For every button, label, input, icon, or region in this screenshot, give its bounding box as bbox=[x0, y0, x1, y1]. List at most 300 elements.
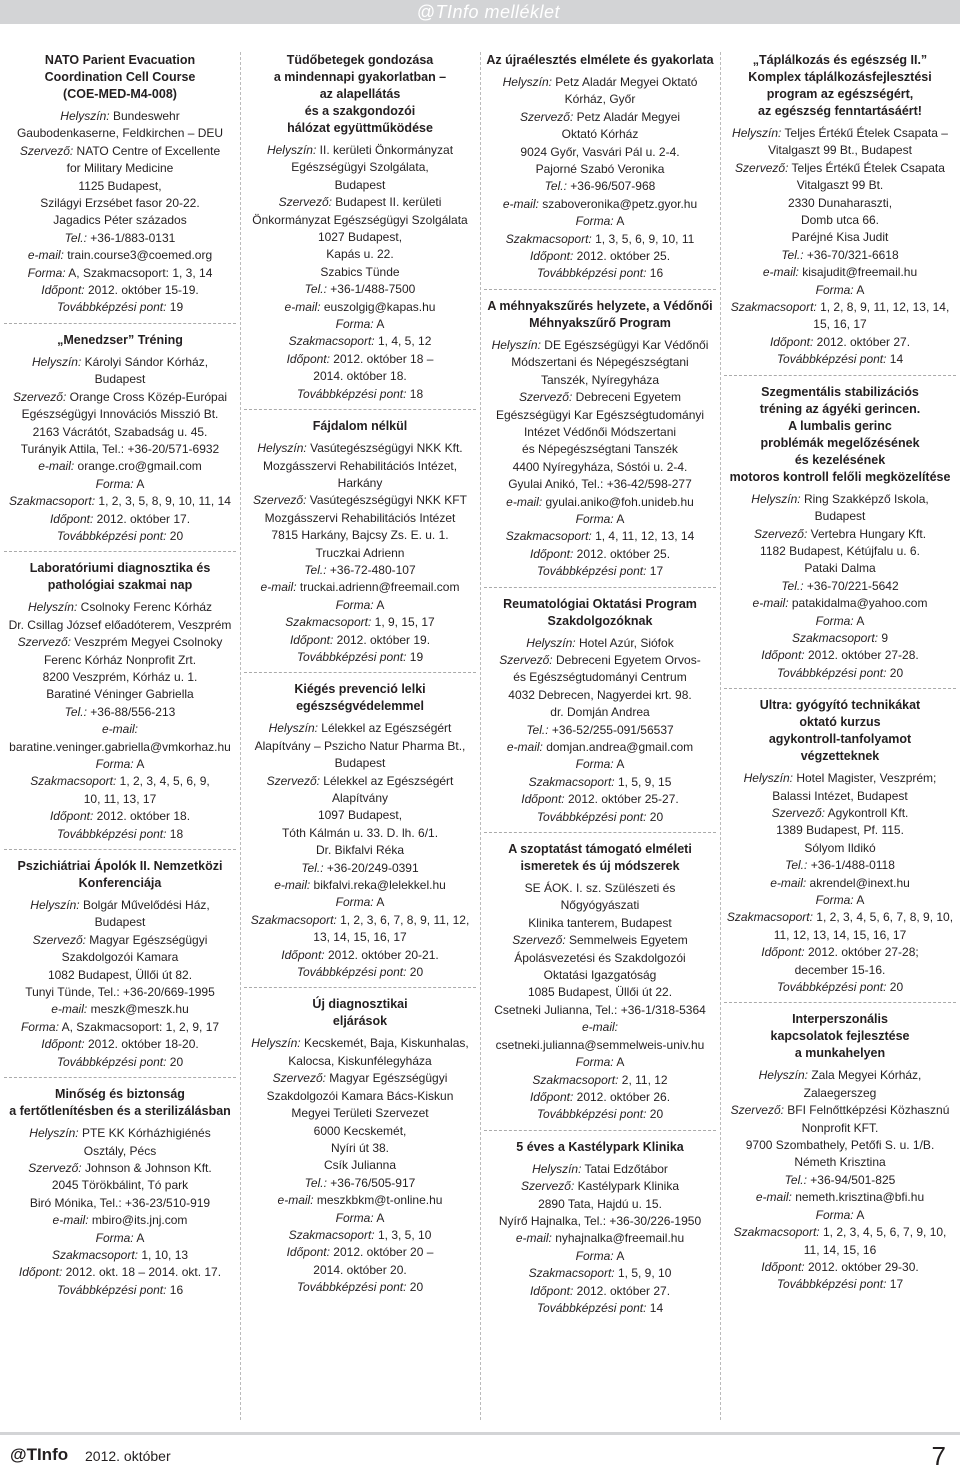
detail-value: 2012. október 25-27. bbox=[564, 792, 679, 807]
detail-value: SE ÁOK. I. sz. Szülészeti és Nőgyógyászati Klinika tanterem, Budapest bbox=[524, 881, 676, 930]
program-detail-line bbox=[724, 1189, 956, 1206]
detail-value: domjan.andrea@gmail.com bbox=[542, 740, 694, 754]
detail-value: Johnson & Johnson Kft. 2045 Törökbálint, Tó park Biró Mónika, Tel.: +36-23/510-919 bbox=[29, 1160, 212, 1210]
program-title: A szoptatást támogató elméleti ismeretek és új módszerek bbox=[508, 842, 692, 874]
detail-value: Lélekkel az Egészségért Alapítvány – Pszicho Natur Pharma Bt., Budapest bbox=[254, 721, 466, 771]
program-detail-line bbox=[484, 178, 716, 195]
program-title: Reumatológiai Oktatási Program Szakdolgozóknak bbox=[503, 596, 697, 628]
detail-label: Szervező: bbox=[266, 773, 320, 788]
program-detail-line bbox=[484, 494, 716, 511]
program-detail-line bbox=[4, 528, 236, 545]
footer-date: 2012. október bbox=[85, 1448, 171, 1464]
column-divider bbox=[720, 52, 721, 1420]
program-title: Tüdőbetegek gondozása a mindennapi gyakorlatban – az alapellátás és a szakgondozói hálózat együttműködése bbox=[273, 53, 447, 135]
program-entry bbox=[244, 987, 476, 1296]
detail-label: Szakmacsoport: bbox=[505, 231, 592, 246]
detail-label: e-mail: bbox=[506, 740, 543, 754]
detail-value: +36-70/321-6618 bbox=[803, 247, 899, 262]
program-detail-line bbox=[724, 351, 956, 368]
detail-label: Forma: bbox=[575, 1248, 614, 1263]
detail-value: 19 bbox=[406, 649, 424, 664]
detail-label: Helyszín: bbox=[30, 898, 80, 913]
program-detail-line bbox=[484, 1019, 716, 1054]
detail-value: 1, 3, 5, 10 bbox=[374, 1227, 432, 1242]
detail-label: Szervező: bbox=[499, 652, 553, 667]
detail-value: PTE KK Kórházhigiénés Osztály, Pécs bbox=[81, 1126, 211, 1158]
program-title: Fájdalom nélkül bbox=[312, 419, 408, 434]
detail-value: Budapest II. kerületi Önkormányzat Egészségügyi Szolgálata 1027 Budapest, Kapás u. 22. Szabics Tünde bbox=[252, 195, 468, 279]
detail-value: 17 bbox=[646, 564, 664, 579]
detail-value: 2012. október 20-21. bbox=[324, 947, 439, 962]
detail-value: Hotel Azúr, Siófok bbox=[575, 635, 674, 650]
detail-label: Szervező: bbox=[512, 933, 566, 948]
detail-label: Helyszín: bbox=[743, 771, 793, 786]
detail-label: Szakmacsoport: bbox=[288, 1227, 375, 1242]
detail-value: A, Szakmacsoport: 1, 3, 14 bbox=[65, 265, 213, 280]
program-detail-line bbox=[484, 337, 716, 389]
program-detail-line bbox=[724, 334, 956, 351]
page-number: 7 bbox=[931, 1441, 946, 1471]
program-title: A méhnyakszűrés helyzete, a Védőnői Méhnyakszűrő Program bbox=[487, 298, 713, 330]
detail-label: Szervező: bbox=[520, 1179, 575, 1194]
detail-value: 2012. október 19. bbox=[333, 632, 431, 647]
program-title: 5 éves a Kastélypark Klinika bbox=[516, 1139, 684, 1154]
detail-label: Tel.: bbox=[304, 1175, 327, 1190]
detail-label: e-mail: bbox=[101, 722, 138, 737]
detail-label: Időpont: bbox=[529, 546, 574, 561]
program-detail-line bbox=[244, 1175, 476, 1192]
detail-label: Időpont: bbox=[286, 1245, 330, 1260]
program-detail-line bbox=[4, 389, 236, 459]
detail-value: A bbox=[133, 476, 145, 491]
program-detail-line bbox=[484, 1265, 716, 1282]
program-detail-line bbox=[724, 805, 956, 857]
detail-label: e-mail: bbox=[770, 875, 807, 890]
program-detail-line bbox=[484, 546, 716, 563]
detail-label: Továbbképzési pont: bbox=[56, 1282, 167, 1297]
detail-label: Szakmacsoport: bbox=[288, 334, 375, 349]
program-detail-line bbox=[484, 1106, 716, 1123]
detail-label: Szakmacsoport: bbox=[30, 774, 117, 789]
detail-label: Időpont: bbox=[521, 792, 565, 807]
detail-label: e-mail: bbox=[274, 878, 311, 893]
program-entry bbox=[724, 688, 956, 996]
detail-value: 1, 2, 3, 4, 5, 6, 9, 10, 11, 13, 17 bbox=[83, 774, 210, 806]
detail-label: e-mail: bbox=[506, 494, 543, 509]
detail-value: Teljes Értékű Ételek Csapata Vitalgaszt 99 Bt. 2330 Dunaharaszti, Domb utca 66. Paréjné Kisa Judit bbox=[787, 160, 945, 245]
detail-label: Forma: bbox=[335, 597, 374, 612]
program-detail-line bbox=[4, 808, 236, 825]
program-detail-line bbox=[484, 756, 716, 773]
detail-value: 2012. október 29-30. bbox=[804, 1259, 919, 1274]
program-title: Kiégés prevenció lelki egészségvédelemmel bbox=[294, 682, 426, 714]
detail-label: Szakmacsoport: bbox=[726, 910, 813, 925]
detail-label: Szervező: bbox=[32, 932, 86, 947]
footer bbox=[0, 1432, 960, 1480]
program-title: Pszichiátriai Ápolók II. Nemzetközi Konferenciája bbox=[17, 859, 223, 891]
detail-label: Időpont: bbox=[529, 249, 574, 264]
detail-value: 14 bbox=[886, 352, 904, 367]
detail-label: Időpont: bbox=[18, 1265, 63, 1280]
detail-label: Szervező: bbox=[12, 389, 67, 404]
detail-value: +36-88/556-213 bbox=[86, 704, 176, 719]
detail-value: 2012. október 15-19. bbox=[84, 283, 199, 298]
program-entry bbox=[4, 849, 236, 1071]
detail-value: 1, 2, 3, 4, 5, 6, 7, 8, 9, 10, 11, 12, 13, 14, 15, 16, 17 bbox=[773, 910, 954, 942]
detail-label: Továbbképzési pont: bbox=[776, 1277, 887, 1292]
footer-brand: @TInfo bbox=[10, 1445, 69, 1464]
program-detail-line bbox=[484, 739, 716, 756]
column-divider bbox=[240, 52, 241, 1420]
program-detail-line bbox=[4, 773, 236, 808]
detail-value: Petz Aladár Megyei Oktató Kórház, Győr bbox=[555, 75, 698, 107]
detail-label: Forma: bbox=[815, 893, 854, 907]
detail-label: Helyszín: bbox=[266, 143, 317, 157]
detail-label: Forma: bbox=[20, 1019, 59, 1034]
detail-value: +36-96/507-968 bbox=[566, 179, 656, 194]
detail-label: Forma: bbox=[575, 511, 614, 526]
detail-value: 1, 10, 13 bbox=[138, 1247, 189, 1262]
program-detail-line bbox=[4, 476, 236, 493]
program-detail-line bbox=[244, 773, 476, 860]
program-detail-line bbox=[724, 264, 956, 281]
detail-label: Szervező: bbox=[771, 805, 825, 820]
detail-label: Továbbképzési pont: bbox=[536, 1107, 647, 1122]
program-detail-line bbox=[484, 265, 716, 282]
program-detail-line bbox=[484, 74, 716, 109]
program-detail-line bbox=[484, 109, 716, 179]
detail-label: Tel.: bbox=[304, 282, 327, 297]
program-detail-line bbox=[484, 1089, 716, 1106]
detail-label: Szervező: bbox=[272, 1071, 326, 1086]
program-detail-line bbox=[4, 756, 236, 773]
detail-label: Időpont: bbox=[529, 1089, 574, 1104]
detail-value: Debreceni Egyetem Egészségügyi Kar Egészségtudományi Intézet Védőnői Módszertani és Népegészségtani Tanszék 4400 Nyíregyháza, Sóstói u. 2-4. Gyulai Anikó, Tel.: +36-42/598-277 bbox=[495, 390, 705, 492]
detail-label: Szakmacsoport: bbox=[285, 615, 372, 630]
detail-label: Helyszín: bbox=[491, 337, 541, 352]
detail-label: Forma: bbox=[95, 1230, 134, 1245]
detail-value: 18 bbox=[166, 826, 184, 841]
detail-value: Debreceni Egyetem Orvos- és Egészségtudományi Centrum 4032 Debrecen, Nagyerdei krt. 98. dr. Domján Andrea bbox=[508, 652, 701, 720]
program-title: Ultra: gyógyító technikákat oktató kurzus agykontroll-tanfolyamot végzetteknek bbox=[759, 698, 921, 764]
program-entry bbox=[484, 52, 716, 283]
detail-label: Helyszín: bbox=[60, 109, 110, 123]
detail-label: Időpont: bbox=[49, 511, 94, 526]
program-detail-line bbox=[724, 1207, 956, 1224]
detail-value: II. kerületi Önkormányzat Egészségügyi Szolgálata, Budapest bbox=[291, 143, 454, 192]
detail-value: +36-1/488-7500 bbox=[326, 282, 416, 297]
detail-label: Időpont: bbox=[289, 632, 334, 647]
detail-label: Időpont: bbox=[761, 1259, 805, 1274]
detail-value: 20 bbox=[406, 965, 424, 980]
detail-value: 20 bbox=[886, 980, 904, 995]
detail-label: Tel.: bbox=[781, 578, 804, 593]
detail-label: Szakmacsoport: bbox=[528, 774, 615, 789]
detail-value: 2012. október 17. bbox=[93, 511, 191, 526]
detail-value: 2012. október 20 – 2014. október 20. bbox=[313, 1245, 434, 1277]
program-detail-line bbox=[484, 722, 716, 739]
program-entry bbox=[724, 1002, 956, 1293]
detail-label: Tel.: bbox=[544, 179, 567, 194]
detail-label: Szervező: bbox=[518, 390, 573, 405]
detail-value: 1, 4, 5, 12 bbox=[374, 334, 432, 349]
detail-value: 18 bbox=[406, 386, 424, 401]
program-detail-line bbox=[724, 247, 956, 264]
program-detail-line bbox=[724, 1067, 956, 1102]
detail-value: kisajudit@freemail.hu bbox=[798, 265, 918, 280]
detail-value: +36-20/249-0391 bbox=[323, 860, 419, 875]
program-entry bbox=[244, 672, 476, 981]
detail-label: e-mail: bbox=[581, 1020, 618, 1035]
column-2 bbox=[244, 52, 476, 1303]
detail-label: e-mail: bbox=[762, 265, 799, 280]
detail-value: Kastélypark Klinika 2890 Tata, Hajdú u. 15. Nyírő Hajnalka, Tel.: +36-30/226-1950 bbox=[498, 1179, 702, 1228]
program-detail-line bbox=[724, 647, 956, 664]
program-entry bbox=[4, 323, 236, 545]
detail-label: Tel.: bbox=[785, 858, 808, 873]
program-detail-line bbox=[244, 316, 476, 333]
detail-label: Továbbképzési pont: bbox=[296, 1280, 407, 1295]
detail-value: orange.cro@gmail.com bbox=[74, 459, 202, 474]
program-entry bbox=[4, 551, 236, 843]
detail-value: 2012. október 18-20. bbox=[84, 1037, 199, 1052]
program-detail-line bbox=[4, 282, 236, 299]
program-title: Minőség és biztonság a fertőtlenítésben és a sterilizálásban bbox=[9, 1087, 231, 1119]
detail-label: e-mail: bbox=[38, 459, 75, 474]
detail-label: e-mail: bbox=[502, 196, 539, 211]
column-4 bbox=[724, 52, 956, 1300]
detail-label: Forma: bbox=[335, 895, 374, 910]
program-detail-line bbox=[244, 492, 476, 562]
program-detail-line bbox=[4, 230, 236, 247]
detail-label: Szakmacsoport: bbox=[528, 1266, 615, 1281]
detail-value: 20 bbox=[166, 1054, 184, 1069]
column-divider bbox=[480, 52, 481, 1420]
detail-value: A bbox=[853, 893, 865, 907]
column-1 bbox=[4, 52, 236, 1305]
detail-label: Helyszín: bbox=[268, 721, 318, 736]
program-detail-line bbox=[484, 248, 716, 265]
detail-value: Orange Cross Közép-Európai Egészségügyi Innovációs Misszió Bt. 2163 Vácrátót, Szabadság u. 45. Turányik Attila, Tel.: +36-20/571-6932 bbox=[20, 389, 228, 456]
program-detail-line bbox=[484, 1230, 716, 1247]
detail-label: e-mail: bbox=[27, 248, 64, 263]
program-detail-line bbox=[484, 774, 716, 791]
program-detail-line bbox=[724, 857, 956, 874]
program-entry bbox=[724, 375, 956, 682]
detail-label: Továbbképzési pont: bbox=[536, 809, 647, 824]
program-detail-line bbox=[4, 1230, 236, 1247]
detail-value: gyulai.aniko@foh.unideb.hu bbox=[542, 494, 694, 509]
program-detail-line bbox=[724, 578, 956, 595]
detail-label: Szakmacsoport: bbox=[9, 494, 96, 509]
program-detail-line bbox=[724, 282, 956, 299]
detail-label: Időpont: bbox=[529, 1283, 574, 1298]
detail-label: Szakmacsoport: bbox=[791, 630, 879, 645]
detail-label: Továbbképzési pont: bbox=[56, 528, 167, 543]
detail-label: Helyszín: bbox=[251, 1036, 301, 1051]
detail-value: Bolgár Művelődési Ház, Budapest bbox=[82, 898, 210, 930]
detail-value: +36-72-480-107 bbox=[326, 562, 416, 577]
program-detail-line bbox=[244, 1192, 476, 1209]
detail-value: A bbox=[853, 1207, 865, 1222]
detail-label: Továbbképzési pont: bbox=[296, 649, 407, 664]
program-detail-line bbox=[484, 389, 716, 493]
detail-value: A bbox=[373, 895, 385, 910]
program-detail-line bbox=[4, 1264, 236, 1281]
program-detail-line bbox=[244, 649, 476, 666]
program-detail-line bbox=[484, 213, 716, 230]
detail-label: Forma: bbox=[575, 757, 614, 772]
program-detail-line bbox=[244, 142, 476, 194]
program-detail-line bbox=[244, 1244, 476, 1279]
detail-value: 2012. október 26. bbox=[573, 1089, 671, 1104]
program-detail-line bbox=[484, 528, 716, 545]
program-detail-line bbox=[4, 458, 236, 475]
program-detail-line bbox=[4, 721, 236, 756]
detail-value: akrendel@inext.hu bbox=[806, 875, 910, 890]
program-detail-line bbox=[4, 1247, 236, 1264]
program-detail-line bbox=[4, 1036, 236, 1053]
detail-label: e-mail: bbox=[260, 580, 297, 595]
detail-label: Forma: bbox=[815, 282, 854, 297]
detail-value: 16 bbox=[166, 1282, 184, 1297]
detail-value: Károlyi Sándor Kórház, Budapest bbox=[84, 354, 209, 387]
program-detail-line bbox=[724, 1224, 956, 1259]
program-detail-line bbox=[244, 1035, 476, 1070]
detail-label: e-mail: bbox=[52, 1213, 89, 1228]
detail-value: Semmelweis Egyetem Ápolásvezetési és Szakdolgozói Oktatási Igazgatóság 1085 Budapest, Üllői út 22. Csetneki Julianna, Tel.: +36-1/318-5364 bbox=[494, 933, 706, 1017]
program-detail-line bbox=[4, 265, 236, 282]
program-detail-line bbox=[484, 1248, 716, 1265]
detail-value: A bbox=[133, 757, 145, 771]
program-detail-line bbox=[4, 1019, 236, 1036]
program-detail-line bbox=[724, 979, 956, 996]
detail-value: 19 bbox=[166, 300, 184, 315]
detail-value: 2012. október 18 – 2014. október 18. bbox=[313, 351, 434, 384]
detail-label: Forma: bbox=[335, 1210, 374, 1225]
detail-label: Továbbképzési pont: bbox=[296, 965, 407, 980]
program-detail-line bbox=[244, 333, 476, 350]
detail-value: 2012. október 27. bbox=[813, 334, 911, 349]
detail-label: Szervező: bbox=[735, 160, 789, 175]
detail-value: A, Szakmacsoport: 1, 2, 9, 17 bbox=[58, 1019, 220, 1034]
program-detail-line bbox=[484, 563, 716, 580]
program-detail-line bbox=[244, 894, 476, 911]
program-detail-line bbox=[724, 125, 956, 160]
detail-label: Tel.: bbox=[301, 860, 324, 875]
program-detail-line bbox=[4, 634, 236, 704]
program-entry bbox=[4, 1077, 236, 1299]
program-detail-line bbox=[484, 231, 716, 248]
program-detail-line bbox=[484, 511, 716, 528]
detail-label: Helyszín: bbox=[502, 75, 552, 89]
program-detail-line bbox=[724, 595, 956, 612]
detail-label: Tel.: bbox=[64, 704, 87, 719]
detail-value: 2012. október 27-28. bbox=[804, 648, 919, 663]
detail-label: Helyszín: bbox=[526, 635, 576, 650]
detail-value: +36-1/883-0131 bbox=[86, 230, 176, 245]
program-detail-line bbox=[724, 630, 956, 647]
detail-label: Továbbképzési pont: bbox=[56, 1054, 167, 1069]
detail-label: Szakmacsoport: bbox=[51, 1247, 138, 1262]
program-detail-line bbox=[244, 562, 476, 579]
detail-value: 9 bbox=[878, 630, 889, 645]
program-detail-line bbox=[244, 912, 476, 947]
program-detail-line bbox=[4, 108, 236, 143]
detail-label: Helyszín: bbox=[257, 441, 307, 456]
detail-label: Forma: bbox=[815, 1207, 854, 1222]
detail-label: Időpont: bbox=[41, 1037, 85, 1052]
detail-value: bikfalvi.reka@lelekkel.hu bbox=[310, 878, 446, 893]
detail-value: 2012. október 27-28; december 15-16. bbox=[794, 945, 919, 977]
detail-value: A bbox=[613, 757, 625, 772]
detail-value: 2012. október 27. bbox=[573, 1283, 671, 1298]
detail-label: e-mail: bbox=[277, 1193, 314, 1208]
detail-label: Forma: bbox=[95, 757, 134, 771]
program-detail-line bbox=[724, 160, 956, 247]
program-detail-line bbox=[724, 1276, 956, 1293]
detail-label: Szakmacsoport: bbox=[730, 300, 817, 315]
detail-label: Szakmacsoport: bbox=[250, 912, 337, 927]
program-detail-line bbox=[244, 386, 476, 403]
detail-value: DE Egészségügyi Kar Védőnői Módszertani és Népegészségtani Tanszék, Nyíregyháza bbox=[511, 337, 709, 387]
detail-value: Veszprém Megyei Csolnoky Ferenc Kórház Nonprofit Zrt. 8200 Veszprém, Kórház u. 1. Baratiné Véninger Gabriella bbox=[42, 635, 223, 702]
detail-value: Zala Megyei Kórház, Zalaegerszeg bbox=[803, 1068, 922, 1100]
program-detail-line bbox=[4, 299, 236, 316]
program-detail-line bbox=[244, 877, 476, 894]
program-detail-line bbox=[244, 579, 476, 596]
program-detail-line bbox=[244, 860, 476, 877]
detail-label: Szervező: bbox=[730, 1103, 784, 1118]
program-detail-line bbox=[724, 909, 956, 944]
program-detail-line bbox=[724, 1259, 956, 1276]
detail-value: BFI Felnőttképzési Közhasznú Nonprofit KFT. 9700 Szombathely, Petőfi S. u. 1/B. Németh Krisztina bbox=[745, 1103, 950, 1170]
program-entry bbox=[4, 52, 236, 317]
detail-label: Helyszín: bbox=[29, 1126, 79, 1141]
detail-value: A bbox=[133, 1230, 145, 1245]
program-detail-line bbox=[4, 493, 236, 510]
detail-label: Továbbképzési pont: bbox=[296, 386, 407, 401]
program-detail-line bbox=[724, 1172, 956, 1189]
detail-value: nemeth.krisztina@bfi.hu bbox=[791, 1190, 925, 1205]
program-detail-line bbox=[724, 944, 956, 979]
detail-label: Továbbképzési pont: bbox=[536, 564, 647, 579]
detail-value: train.course3@coemed.org bbox=[63, 248, 213, 263]
detail-value: 2012. okt. 18 – 2014. okt. 17. bbox=[62, 1265, 222, 1280]
detail-value: A bbox=[853, 282, 865, 297]
program-detail-line bbox=[244, 1210, 476, 1227]
detail-value: truckai.adrienn@freemail.com bbox=[296, 580, 460, 595]
detail-value: 2012. október 18. bbox=[93, 809, 191, 824]
detail-value: 16 bbox=[646, 266, 664, 281]
detail-label: Továbbképzési pont: bbox=[56, 300, 167, 315]
program-detail-line bbox=[484, 1054, 716, 1071]
detail-label: Szervező: bbox=[278, 195, 332, 210]
program-detail-line bbox=[244, 964, 476, 981]
detail-label: Továbbképzési pont: bbox=[776, 352, 887, 367]
detail-label: Szakmacsoport: bbox=[733, 1225, 820, 1240]
detail-label: Tel.: bbox=[781, 247, 804, 262]
detail-value: 14 bbox=[646, 1300, 664, 1315]
program-detail-line bbox=[484, 880, 716, 932]
program-detail-line bbox=[484, 1300, 716, 1317]
detail-label: Forma: bbox=[815, 613, 854, 628]
program-title: Interperszonális kapcsolatok fejlesztése a munkahelyen bbox=[770, 1012, 910, 1061]
detail-value: NATO Centre of Excellente for Military Medicine 1125 Budapest, Szilágyi Erzsébet fasor 20-22. Jagadics Péter százados bbox=[40, 143, 221, 228]
detail-label: Időpont: bbox=[769, 334, 814, 349]
program-detail-line bbox=[244, 299, 476, 316]
program-detail-line bbox=[244, 632, 476, 649]
